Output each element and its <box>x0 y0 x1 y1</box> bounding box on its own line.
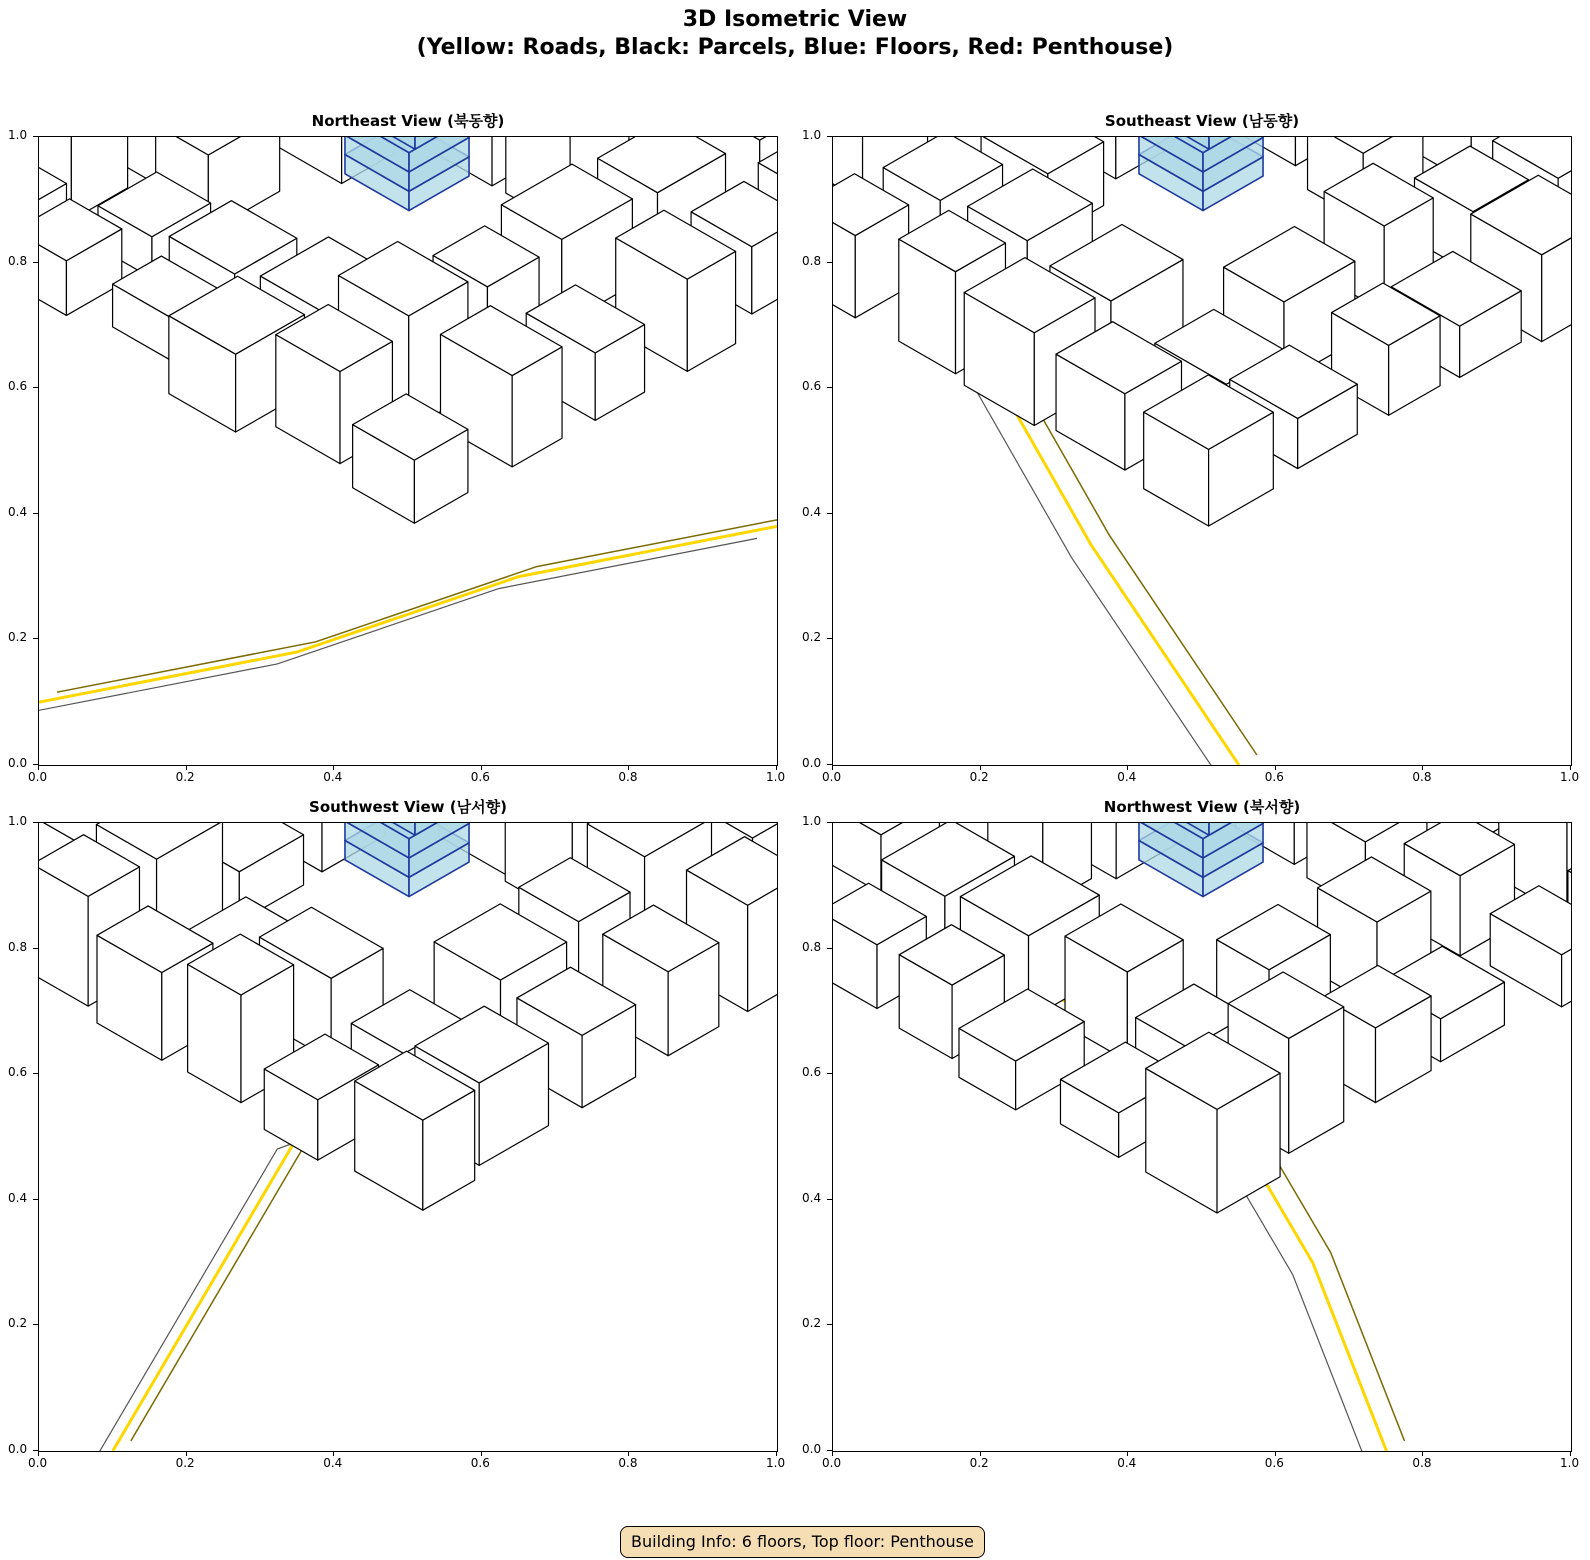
x-tick-label: 0.2 <box>969 1456 989 1470</box>
y-tick-label: 0.8 <box>8 939 28 954</box>
x-tick-label: 0.4 <box>1117 1456 1137 1470</box>
x-tick-mark <box>1422 1451 1423 1456</box>
target-building <box>345 137 469 211</box>
y-tick-label: 0.6 <box>802 379 822 394</box>
y-tick-mark <box>33 822 38 823</box>
y-tick-mark <box>827 1199 832 1200</box>
x-tick-label: 0.0 <box>822 1456 842 1470</box>
y-tick-label: 0.8 <box>8 253 28 268</box>
y-tick-label: 0.4 <box>802 1190 822 1205</box>
x-tick-mark <box>628 765 629 770</box>
y-tick-label: 1.0 <box>8 814 28 828</box>
x-tick-label: 0.2 <box>175 770 195 784</box>
y-tick-label: 0.6 <box>8 1065 28 1080</box>
x-tick-mark <box>1570 765 1571 770</box>
x-tick-mark <box>832 1451 833 1456</box>
panel-title: Southwest View (남서향) <box>309 798 507 816</box>
x-tick-label: 0.8 <box>618 770 638 784</box>
figure-subtitle: (Yellow: Roads, Black: Parcels, Blue: Floors, Red: Penthouse) <box>416 35 1174 60</box>
panel-title: Northeast View (북동향) <box>311 112 505 130</box>
y-tick-mark <box>827 262 832 263</box>
x-tick-mark <box>980 765 981 770</box>
y-tick-label: 1.0 <box>802 128 822 142</box>
y-tick-mark <box>33 387 38 388</box>
y-tick-label: 0.4 <box>802 504 822 519</box>
y-tick-label: 0.8 <box>802 939 822 954</box>
x-tick-mark <box>333 765 334 770</box>
y-tick-mark <box>33 638 38 639</box>
y-tick-mark <box>827 948 832 949</box>
x-tick-label: 0.0 <box>28 770 48 784</box>
panel-title: Southeast View (남동향) <box>1104 112 1300 130</box>
x-tick-label: 0.8 <box>618 1456 638 1470</box>
y-tick-label: 0.0 <box>8 756 28 770</box>
x-tick-mark <box>481 765 482 770</box>
x-tick-label: 0.4 <box>323 770 343 784</box>
x-tick-mark <box>481 1451 482 1456</box>
y-tick-mark <box>827 1450 832 1451</box>
y-tick-mark <box>827 387 832 388</box>
x-tick-mark <box>1422 765 1423 770</box>
y-tick-label: 0.6 <box>8 379 28 394</box>
target-building <box>1139 823 1263 897</box>
y-tick-label: 0.2 <box>8 630 28 645</box>
x-tick-mark <box>38 765 39 770</box>
x-tick-label: 0.6 <box>470 770 490 784</box>
x-tick-label: 0.8 <box>1412 1456 1432 1470</box>
x-tick-mark <box>628 1451 629 1456</box>
y-tick-mark <box>33 1324 38 1325</box>
target-building <box>345 823 469 897</box>
y-tick-label: 1.0 <box>802 814 822 828</box>
y-tick-label: 0.6 <box>802 1065 822 1080</box>
x-tick-label: 1.0 <box>1560 1456 1580 1470</box>
y-tick-label: 0.4 <box>8 1190 28 1205</box>
x-tick-label: 0.2 <box>969 770 989 784</box>
y-tick-mark <box>33 513 38 514</box>
isometric-view-plot <box>38 136 778 766</box>
x-tick-mark <box>1275 1451 1276 1456</box>
y-tick-mark <box>827 822 832 823</box>
x-tick-label: 0.2 <box>175 1456 195 1470</box>
y-tick-label: 0.0 <box>8 1442 28 1456</box>
x-tick-label: 0.0 <box>822 770 842 784</box>
y-tick-mark <box>827 136 832 137</box>
y-tick-label: 0.2 <box>8 1316 28 1331</box>
x-tick-mark <box>1570 1451 1571 1456</box>
x-tick-label: 1.0 <box>766 770 786 784</box>
x-tick-label: 1.0 <box>766 1456 786 1470</box>
x-tick-mark <box>980 1451 981 1456</box>
x-tick-mark <box>776 765 777 770</box>
y-tick-mark <box>827 1073 832 1074</box>
x-tick-mark <box>1127 765 1128 770</box>
x-tick-mark <box>186 1451 187 1456</box>
x-tick-mark <box>1127 1451 1128 1456</box>
x-tick-label: 0.6 <box>1264 770 1284 784</box>
x-tick-label: 0.6 <box>470 1456 490 1470</box>
figure-title: 3D Isometric View <box>682 7 908 32</box>
x-tick-mark <box>776 1451 777 1456</box>
x-tick-mark <box>333 1451 334 1456</box>
y-tick-label: 0.2 <box>802 1316 822 1331</box>
y-tick-mark <box>33 136 38 137</box>
y-tick-label: 0.8 <box>802 253 822 268</box>
y-tick-mark <box>827 1324 832 1325</box>
x-tick-label: 0.0 <box>28 1456 48 1470</box>
y-tick-label: 0.4 <box>8 504 28 519</box>
x-tick-mark <box>1275 765 1276 770</box>
y-tick-mark <box>827 638 832 639</box>
y-tick-label: 0.0 <box>802 1442 822 1456</box>
y-tick-mark <box>33 764 38 765</box>
x-tick-label: 0.8 <box>1412 770 1432 784</box>
isometric-view-plot <box>38 822 778 1452</box>
target-building <box>1139 137 1263 211</box>
y-tick-mark <box>33 1073 38 1074</box>
y-tick-mark <box>33 1199 38 1200</box>
x-tick-label: 0.4 <box>1117 770 1137 784</box>
panel-title: Northwest View (북서향) <box>1103 798 1301 816</box>
x-tick-mark <box>38 1451 39 1456</box>
y-tick-label: 0.0 <box>802 756 822 770</box>
y-tick-label: 1.0 <box>8 128 28 142</box>
x-tick-label: 1.0 <box>1560 770 1580 784</box>
road-lines <box>39 516 777 714</box>
x-tick-label: 0.4 <box>323 1456 343 1470</box>
y-tick-mark <box>33 948 38 949</box>
y-tick-mark <box>33 1450 38 1451</box>
isometric-view-plot <box>832 136 1572 766</box>
y-tick-mark <box>33 262 38 263</box>
y-tick-mark <box>827 764 832 765</box>
x-tick-mark <box>832 765 833 770</box>
y-tick-label: 0.2 <box>802 630 822 645</box>
x-tick-mark <box>186 765 187 770</box>
y-tick-mark <box>827 513 832 514</box>
isometric-view-plot <box>832 822 1572 1452</box>
building-info-box: Building Info: 6 floors, Top floor: Penthouse <box>620 1526 985 1558</box>
x-tick-label: 0.6 <box>1264 1456 1284 1470</box>
